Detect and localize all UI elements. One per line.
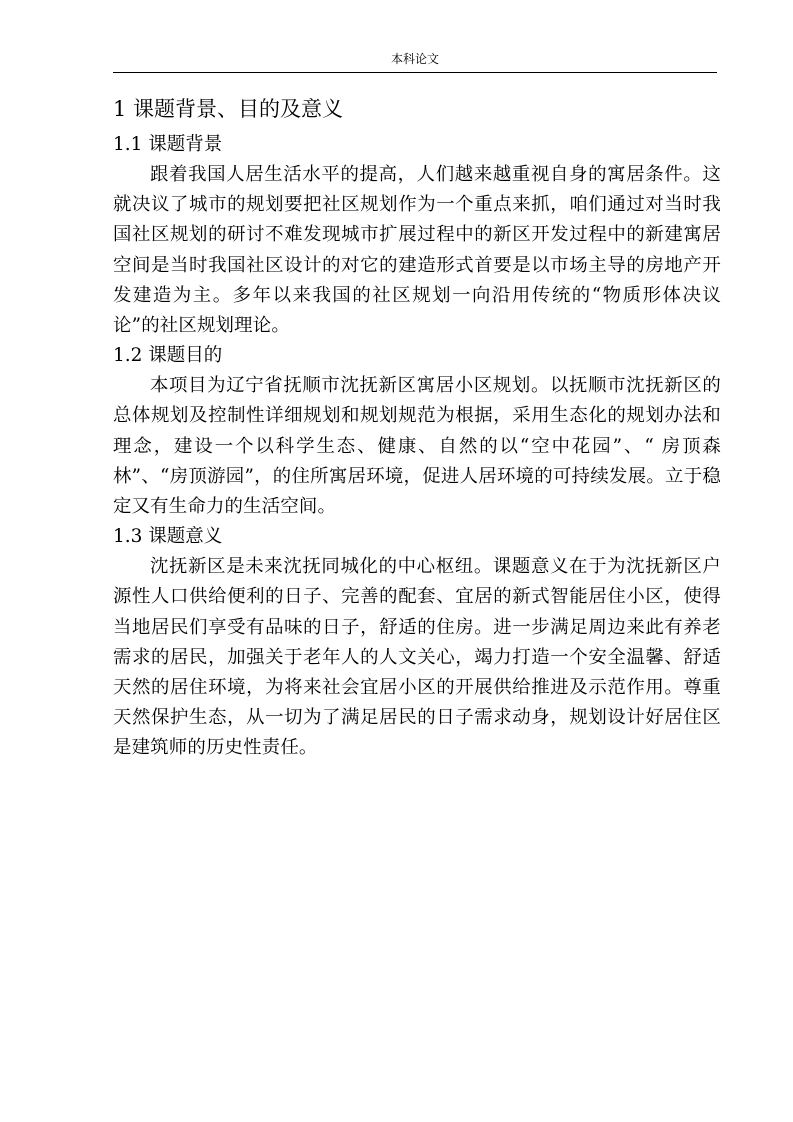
running-header: 本科论文 <box>390 52 439 66</box>
section-significance <box>113 522 721 763</box>
section-purpose <box>113 341 721 522</box>
header-divider <box>113 72 717 73</box>
section-heading: 1.3 课题意义 <box>113 526 223 548</box>
section-heading: 1.1 课题背景 <box>113 134 223 155</box>
section-background <box>113 130 721 341</box>
chapter-heading: 1 课题背景、目的及意义 <box>113 97 344 121</box>
section-paragraph: 本项目为辽宁省抚顺市沈抚新区寓居小区规划。以抚顺市沈抚新区的总体规划及控制性详细规划和规划规范为根据，采用生态化的规划办法和理念，建设一个以科学生态、健康、自然的以“空中花园”、“ 房顶森林”、“房顶游园”，的住所寓居环境，促进人居环境的可持续发展。立于稳定又有生命力的生活空间。 <box>113 375 721 518</box>
section-paragraph: 跟着我国人居生活水平的提高，人们越来越重视自身的寓居条件。这就决议了城市的规划要把社区规划作为一个重点来抓，咱们通过对当时我国社区规划的研讨不难发现城市扩展过程中的新区开发过程中的新建寓居空间是当时我国社区设计的对它的建造形式首要是以市场主导的房地产开发建造为主。多年以来我国的社区规划一向沿用传统的“物质形体决议论”的社区规划理论。 <box>113 164 721 337</box>
main-content <box>113 94 721 764</box>
section-heading: 1.2 课题目的 <box>113 345 223 367</box>
section-paragraph: 沈抚新区是未来沈抚同城化的中心枢纽。课题意义在于为沈抚新区户源性人口供给便利的日子、完善的配套、宜居的新式智能居住小区，使得当地居民们享受有品味的日子，舒适的住房。进一步满足周边来此有养老需求的居民，加强关于老年人的人文关心，竭力打造一个安全温馨、舒适天然的居住环境，为将来社会宜居小区的开展供给推进及示范作用。尊重天然保护生态，从一切为了满足居民的日子需求动身，规划设计好居住区是建筑师的历史性责任。 <box>113 556 721 759</box>
